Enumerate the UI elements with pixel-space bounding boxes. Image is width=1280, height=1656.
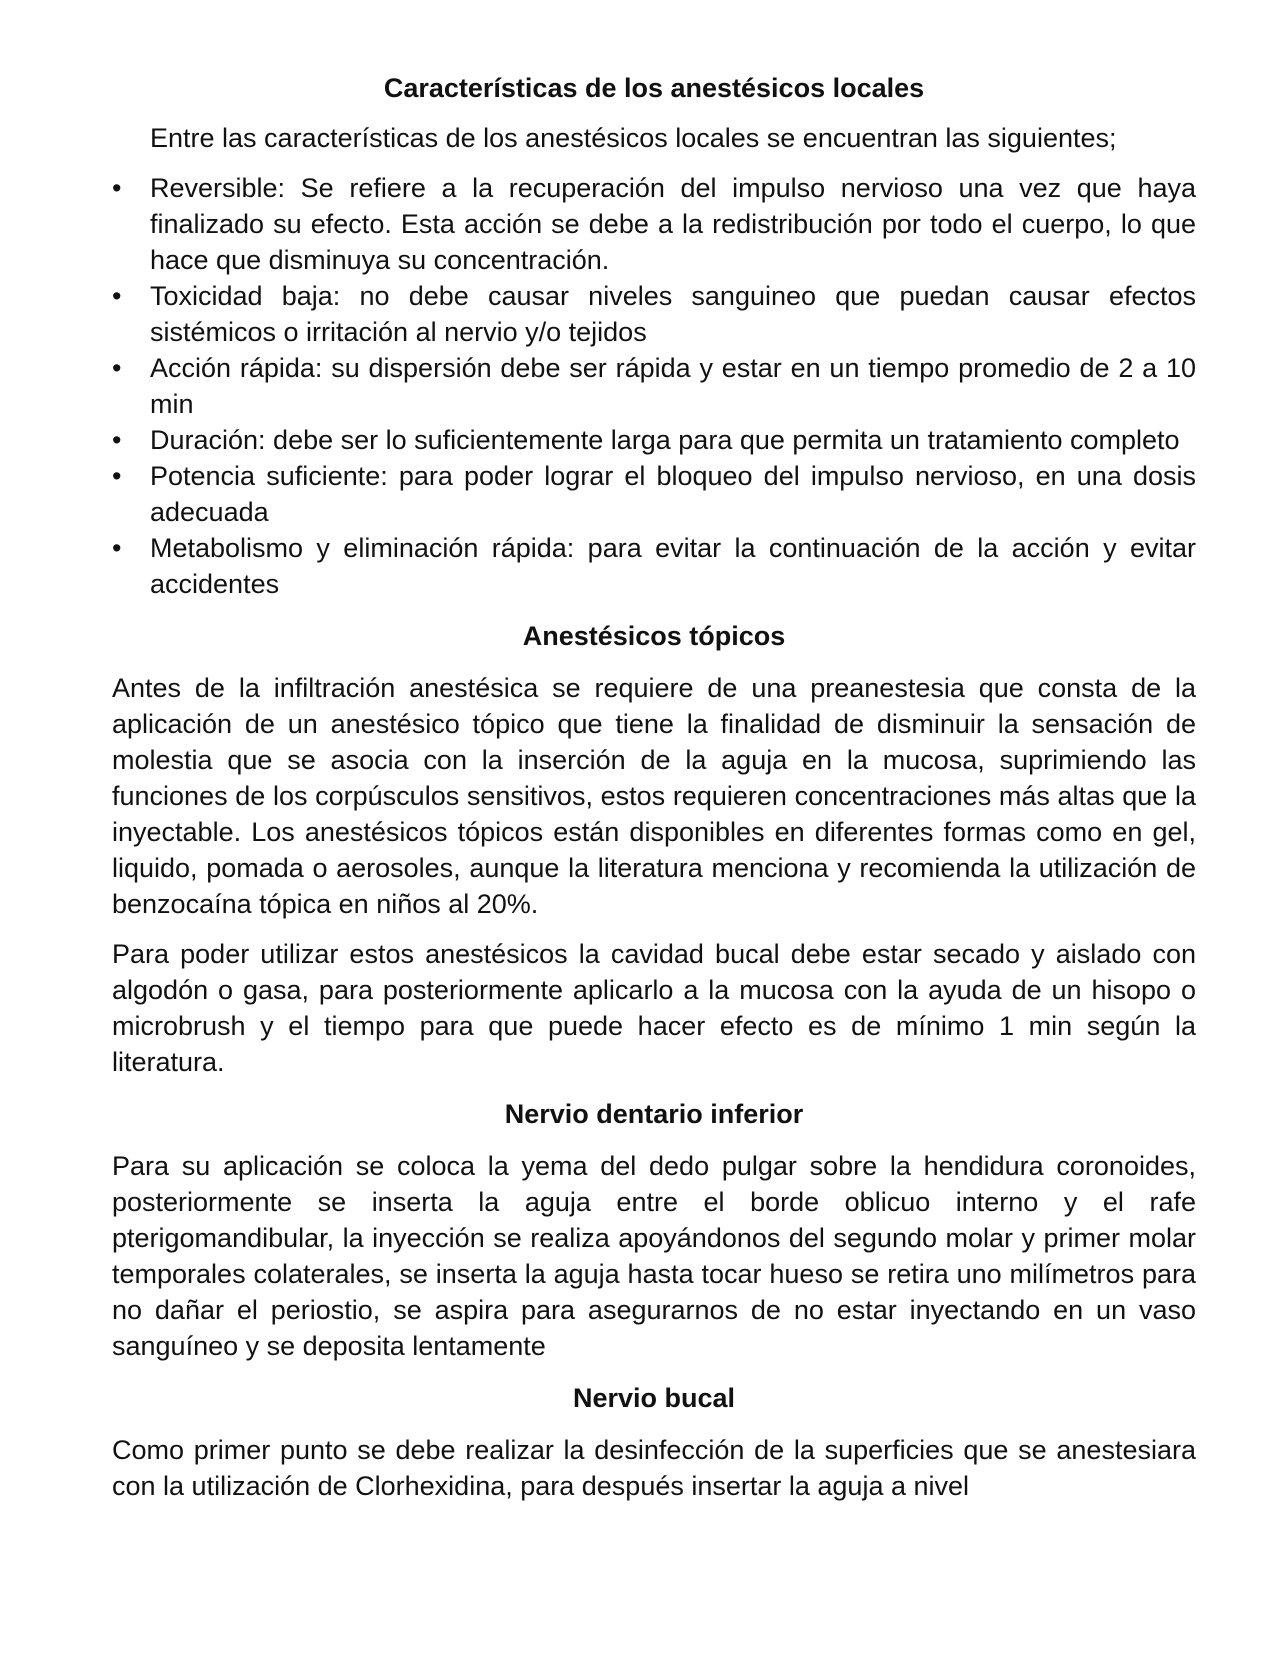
list-item (112, 530, 1196, 602)
bullet-icon: • (112, 461, 122, 491)
section-title-dentario-inferior: Nervio dentario inferior (504, 1099, 804, 1129)
list-item-text: Metabolismo y eliminación rápida: para evitar la continuación de la acción y evitar accidentes (150, 533, 1196, 599)
document-page (112, 70, 1196, 1504)
intro-paragraph: Entre las características de los anestésicos locales se encuentran las siguientes; (150, 123, 1117, 153)
bucal-paragraph-1: Como primer punto se debe realizar la desinfección de la superficies que se anestesiara con la utilización de Clorhexidina, para después insertar la aguja a nivel (112, 1435, 1196, 1501)
list-item-text: Toxicidad baja: no debe causar niveles sanguineo que puedan causar efectos sistémicos o irritación al nervio y/o tejidos (150, 281, 1196, 347)
bullet-icon: • (112, 533, 122, 563)
bullet-icon: • (112, 281, 122, 311)
bullet-icon: • (112, 353, 122, 383)
section-title-nervio-bucal: Nervio bucal (572, 1383, 736, 1413)
list-item (112, 278, 1196, 350)
section-title-topicos: Anestésicos tópicos (522, 621, 786, 651)
dentario-paragraph-1: Para su aplicación se coloca la yema del dedo pulgar sobre la hendidura coronoides, posteriormente se inserta la aguja entre el borde oblicuo interno y el rafe pterigomandibular, la inyección se realiza apoyándonos del segundo molar y primer molar temporales colaterales, se inserta la aguja hasta tocar hueso se retira uno milímetros para no dañar el periostio, se aspira para asegurarnos de no estar inyectando en un vaso sanguíneo y se deposita lentamente (112, 1151, 1196, 1361)
section-title-caracteristicas: Características de los anestésicos locales (383, 73, 925, 103)
bullet-icon: • (112, 425, 122, 455)
bullet-icon: • (112, 173, 122, 203)
list-item (112, 170, 1196, 278)
topicos-paragraph-1: Antes de la infiltración anestésica se requiere de una preanestesia que consta de la aplicación de un anestésico tópico que tiene la finalidad de disminuir la sensación de molestia que se asocia con la inserción de la aguja en la mucosa, suprimiendo las funciones de los corpúsculos sensitivos, estos requieren concentraciones más altas que la inyectable. Los anestésicos tópicos están disponibles en diferentes formas como en gel, liquido, pomada o aerosoles, aunque la literatura menciona y recomienda la utilización de benzocaína tópica en niños al 20%. (112, 673, 1196, 919)
list-item (112, 458, 1196, 530)
list-item (112, 350, 1196, 422)
list-item (112, 422, 1196, 458)
list-item-text: Reversible: Se refiere a la recuperación del impulso nervioso una vez que haya finalizado su efecto. Esta acción se debe a la redistribución por todo el cuerpo, lo que hace que disminuya su concentración. (150, 173, 1196, 275)
topicos-paragraph-2: Para poder utilizar estos anestésicos la cavidad bucal debe estar secado y aislado con algodón o gasa, para posteriormente aplicarlo a la mucosa con la ayuda de un hisopo o microbrush y el tiempo para que puede hacer efecto es de mínimo 1 min según la literatura. (112, 939, 1196, 1077)
list-item-text: Duración: debe ser lo suficientemente larga para que permita un tratamiento completo (150, 425, 1180, 455)
list-item-text: Acción rápida: su dispersión debe ser rápida y estar en un tiempo promedio de 2 a 10 min (150, 353, 1196, 419)
list-item-text: Potencia suficiente: para poder lograr el bloqueo del impulso nervioso, en una dosis adecuada (150, 461, 1196, 527)
characteristics-list (112, 170, 1196, 602)
